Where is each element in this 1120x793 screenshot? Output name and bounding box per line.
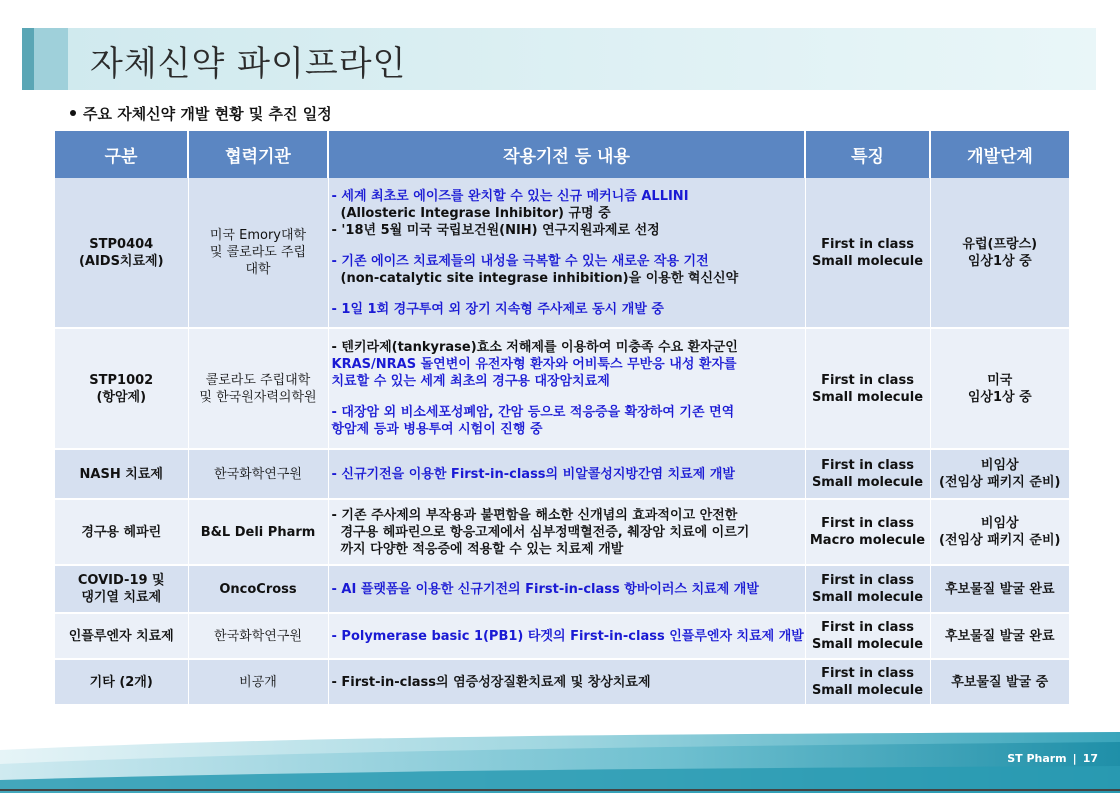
section-subtitle [70, 103, 332, 124]
row-mechanism [328, 565, 805, 613]
mechanism-line: 경구용 헤파린으로 항응고제에서 심부정맥혈전증, 췌장암 치료에 이르기 [340, 524, 750, 540]
row-partner [188, 499, 328, 565]
feature-line: First in class [821, 666, 914, 681]
bottom-rule [0, 789, 1120, 791]
stage-line: 임상1상 중 [967, 253, 1032, 269]
row-feature [805, 613, 930, 659]
row-name [55, 565, 188, 613]
row-name-line: 기타 (2개) [89, 674, 153, 690]
header-feature: 특징 [805, 131, 930, 178]
mechanism-line: KRAS/NRAS 돌연변이 유전자형 환자와 어비툭스 무반응 내성 환자를 [331, 357, 737, 372]
row-name-line: COVID-19 및 [77, 573, 165, 588]
title-accent-light [34, 28, 68, 90]
row-feature [805, 449, 930, 499]
feature-line: Small molecule [811, 475, 924, 490]
row-partner-line: 콜로라도 주립대학 [205, 372, 311, 388]
mechanism-line: 까지 다양한 적응증에 적용할 수 있는 치료제 개발 [340, 541, 624, 557]
stage-line: 비임상 [980, 516, 1019, 531]
row-stage [930, 328, 1069, 449]
mechanism-line: - 대장암 외 비소세포성폐암, 간암 등으로 적응증을 확장하여 기존 면역 [331, 405, 735, 420]
mechanism-line: (Allosteric Integrase Inhibitor) 규명 중 [340, 205, 611, 221]
mechanism-line: - '18년 5월 미국 국립보건원(NIH) 연구지원과제로 선정 [331, 222, 660, 238]
row-partner-line: 비공개 [239, 674, 277, 690]
stage-line: 유럽(프랑스) [962, 236, 1038, 252]
feature-line: First in class [821, 620, 914, 635]
page-number: 17 [1082, 752, 1098, 765]
row-name-line: (항암제) [96, 389, 147, 405]
row-partner [188, 659, 328, 705]
row-name [55, 449, 188, 499]
title-accent-dark [22, 28, 34, 90]
row-feature [805, 178, 930, 328]
row-partner-line: 대학 [245, 262, 271, 277]
row-feature [805, 565, 930, 613]
mechanism-line: - AI 플랫폼을 이용한 신규기전의 First-in-class 항바이러스 치료제 개발 [331, 581, 759, 597]
table-row [55, 613, 1069, 659]
footer: ST Pharm | 17 [1007, 752, 1098, 765]
table-header-row [55, 131, 1069, 178]
stage-line: 후보물질 발굴 중 [951, 674, 1049, 690]
feature-line: First in class [821, 573, 914, 588]
row-feature [805, 659, 930, 705]
mechanism-line: - 1일 1회 경구투여 외 장기 지속형 주사제로 동시 개발 중 [331, 301, 664, 317]
row-name [55, 499, 188, 565]
row-feature [805, 328, 930, 449]
table-row [55, 659, 1069, 705]
row-mechanism [328, 499, 805, 565]
row-stage [930, 178, 1069, 328]
row-name [55, 178, 188, 328]
table-row [55, 328, 1069, 449]
header-stage: 개발단계 [930, 131, 1069, 178]
bullet-icon [70, 110, 76, 116]
feature-line: Small molecule [811, 683, 924, 698]
row-partner [188, 565, 328, 613]
row-partner [188, 178, 328, 328]
stage-line: 임상1상 중 [967, 389, 1032, 405]
row-partner-line: B&L Deli Pharm [200, 524, 316, 540]
subtitle-text: 주요 자체신약 개발 현황 및 추진 일정 [83, 105, 332, 123]
feature-line: Small molecule [811, 389, 924, 405]
header-category: 구분 [55, 131, 188, 178]
mechanism-line: - Polymerase basic 1(PB1) 타겟의 First-in-class 인플루엔자 치료제 개발 [331, 628, 804, 644]
row-mechanism [328, 449, 805, 499]
row-partner-line: 미국 Emory대학 [209, 228, 307, 243]
pipeline-table [55, 131, 1069, 706]
row-partner-line: 및 한국원자력의학원 [199, 389, 317, 405]
row-partner [188, 449, 328, 499]
row-stage [930, 499, 1069, 565]
row-name-line: 경구용 헤파린 [81, 524, 162, 540]
row-mechanism [328, 178, 805, 328]
feature-line: First in class [821, 458, 914, 473]
page-title: 자체신약 파이프라인 [90, 44, 407, 84]
footer-wave [0, 728, 1120, 793]
row-name-line: 댕기열 치료제 [81, 590, 162, 605]
table-row [55, 565, 1069, 613]
mechanism-line: - 기존 주사제의 부작용과 불편함을 해소한 신개념의 효과적이고 안전한 [331, 507, 738, 523]
stage-line: 후보물질 발굴 완료 [944, 581, 1055, 597]
header-mechanism: 작용기전 등 내용 [328, 131, 805, 178]
row-name [55, 613, 188, 659]
row-stage [930, 659, 1069, 705]
row-stage [930, 565, 1069, 613]
feature-line: Small molecule [811, 253, 924, 269]
stage-line: 미국 [987, 372, 1013, 388]
table-row [55, 499, 1069, 565]
row-name-line: STP1002 [89, 372, 154, 388]
stage-line: (전임상 패키지 준비) [939, 533, 1061, 548]
row-name-line: 인플루엔자 치료제 [68, 628, 174, 644]
mechanism-line: - 세계 최초로 에이즈를 완치할 수 있는 신규 메커니즘 ALLINI [331, 188, 689, 204]
feature-line: Macro molecule [809, 533, 926, 548]
row-partner [188, 328, 328, 449]
stage-line: (전임상 패키지 준비) [939, 475, 1061, 490]
row-feature [805, 499, 930, 565]
mechanism-line: - 신규기전을 이용한 First-in-class의 비알콜성지방간염 치료제 개발 [331, 466, 735, 482]
stage-line: 비임상 [980, 458, 1019, 473]
row-name-line: STP0404 [89, 236, 154, 252]
row-partner-line: 및 콜로라도 주립 [209, 245, 307, 260]
row-name-line: (AIDS치료제) [78, 253, 164, 269]
feature-line: Small molecule [811, 637, 924, 652]
row-partner-line: 한국화학연구원 [214, 466, 302, 482]
mechanism-line: - 기존 에이즈 치료제들의 내성을 극복할 수 있는 새로운 작용 기전 [331, 253, 709, 269]
row-mechanism [328, 659, 805, 705]
row-name [55, 659, 188, 705]
table-row [55, 178, 1069, 328]
row-name-line: NASH 치료제 [79, 466, 163, 482]
mechanism-line: (non-catalytic site integrase inhibition)을 이용한 혁신신약 [340, 270, 739, 286]
mechanism-line: 항암제 등과 병용투여 시험이 진행 중 [331, 422, 543, 437]
header-partner: 협력기관 [188, 131, 328, 178]
row-partner-line: 한국화학연구원 [214, 628, 302, 644]
row-mechanism [328, 613, 805, 659]
feature-line: First in class [821, 236, 914, 252]
table-row [55, 449, 1069, 499]
row-stage [930, 449, 1069, 499]
title-bar [22, 28, 1096, 90]
feature-line: First in class [821, 516, 914, 531]
row-mechanism [328, 328, 805, 449]
row-partner [188, 613, 328, 659]
company-name: ST Pharm [1007, 752, 1067, 765]
row-name [55, 328, 188, 449]
mechanism-line: - 텐키라제(tankyrase)효소 저해제를 이용하여 미충족 수요 환자군인 [331, 340, 738, 355]
stage-line: 후보물질 발굴 완료 [944, 628, 1055, 644]
row-stage [930, 613, 1069, 659]
mechanism-line: - First-in-class의 염증성장질환치료제 및 창상치료제 [331, 674, 651, 690]
feature-line: Small molecule [811, 590, 924, 605]
feature-line: First in class [821, 372, 914, 388]
mechanism-line: 치료할 수 있는 세계 최초의 경구용 대장암치료제 [331, 374, 610, 389]
row-partner-line: OncoCross [219, 581, 297, 597]
